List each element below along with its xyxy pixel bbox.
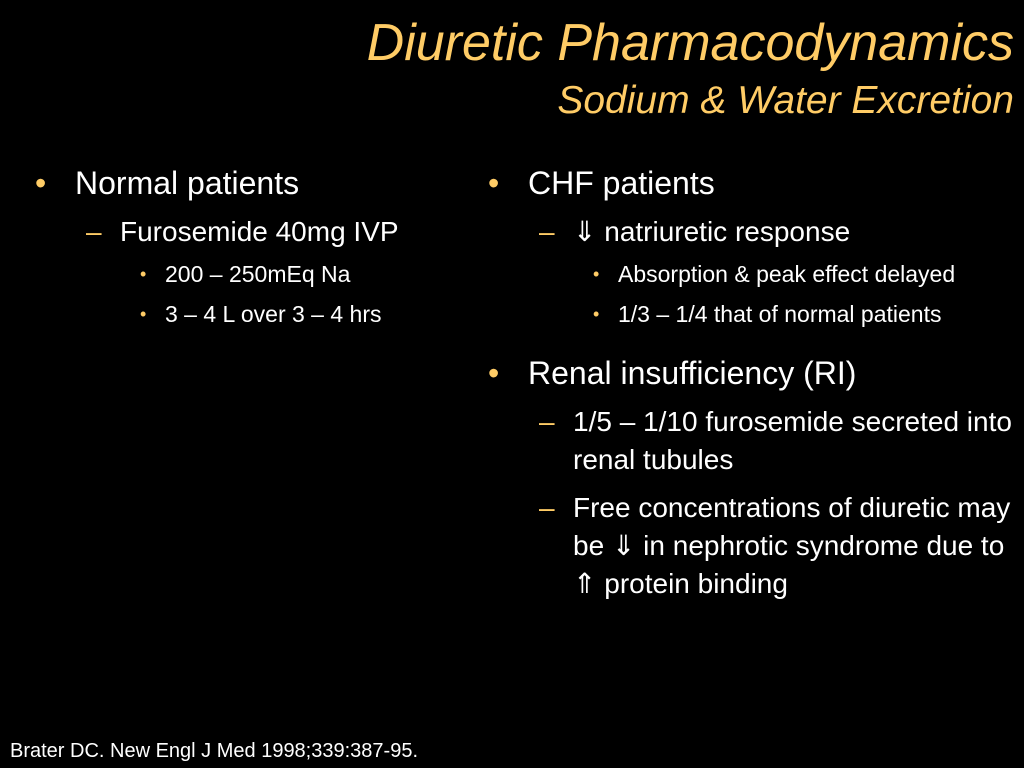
bullet-text: Normal patients (75, 165, 300, 201)
dash-icon: – (539, 406, 555, 437)
detail-bullet (30, 257, 470, 291)
bullet-icon: • (488, 355, 500, 391)
detail-bullet (483, 257, 1013, 291)
sub-bullet-furosemide (30, 213, 470, 251)
bullet-renal-insufficiency (483, 353, 1013, 393)
citation: Brater DC. New Engl J Med 1998;339:387-95. (10, 740, 418, 762)
detail-bullet (30, 297, 470, 331)
dash-icon: – (539, 216, 555, 247)
bullet-icon: • (35, 165, 47, 201)
right-column (483, 163, 1013, 603)
detail-text: 1/3 – 1/4 that of normal patients (618, 301, 942, 327)
down-arrow-icon: ⇓ (573, 215, 597, 248)
sub-bullet-text: natriuretic response (596, 216, 851, 247)
sub-bullet-text-part2: in nephrotic syndrome due to (635, 530, 1005, 561)
dash-icon: – (539, 492, 555, 523)
bullet-chf-patients (483, 163, 1013, 203)
title-main: Diuretic Pharmacodynamics (366, 14, 1014, 72)
left-column (30, 163, 470, 331)
detail-text: Absorption & peak effect delayed (618, 261, 956, 287)
bullet-text: Renal insufficiency (RI) (528, 355, 857, 391)
sub-bullet-free-concentrations (483, 489, 1013, 603)
bullet-icon: • (140, 304, 147, 324)
sub-bullet-text: 1/5 – 1/10 furosemide secreted into renal tubules (573, 406, 1012, 475)
detail-text: 200 – 250mEq Na (165, 261, 351, 287)
detail-text: 3 – 4 L over 3 – 4 hrs (165, 301, 382, 327)
up-arrow-icon: ⇑ (573, 567, 597, 600)
title-subtitle: Sodium & Water Excretion (557, 79, 1014, 122)
sub-bullet-furosemide-secreted (483, 403, 1013, 479)
down-arrow-icon: ⇓ (611, 529, 636, 562)
sub-bullet-natriuretic (483, 213, 1013, 251)
bullet-normal-patients (30, 163, 470, 203)
bullet-text: CHF patients (528, 165, 715, 201)
detail-bullet (483, 297, 1013, 331)
dash-icon: – (86, 216, 102, 247)
bullet-icon: • (593, 304, 600, 324)
bullet-icon: • (593, 264, 600, 284)
sub-bullet-text-part1: Free concentrations of diuretic may be (573, 492, 1011, 561)
bullet-icon: • (140, 264, 147, 284)
sub-bullet-text: Furosemide 40mg IVP (120, 216, 399, 247)
bullet-icon: • (488, 165, 500, 201)
slide-title (367, 12, 1014, 125)
sub-bullet-text-part3: protein binding (596, 568, 788, 599)
